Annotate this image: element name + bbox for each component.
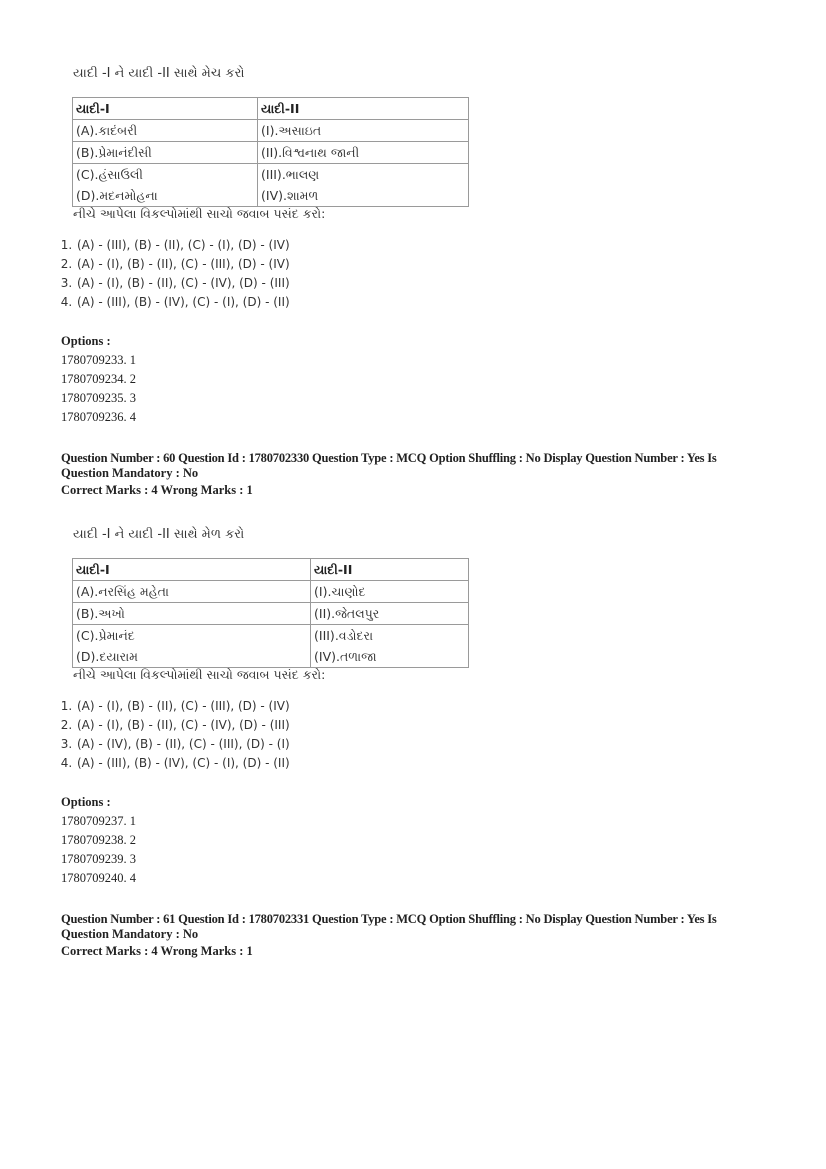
list-item: 3. (A) - (IV), (B) - (II), (C) - (III), (D) - (I)	[76, 735, 290, 754]
option-item: 1780709235. 3	[61, 391, 136, 405]
column-header: યાદી-II	[258, 98, 469, 120]
table-cell: (A).કાદંબરી	[73, 120, 258, 142]
table-cell: (D).મદનમોહના	[73, 185, 258, 207]
option-item: 1780709234. 2	[61, 372, 136, 386]
table-cell: (A).નરસિંહ મહેતા	[73, 581, 311, 603]
table-cell: (III).વડોદરા	[311, 625, 469, 647]
option-item: 1780709239. 3	[61, 852, 136, 866]
option-item: 1780709236. 4	[61, 410, 136, 424]
option-item: 1780709237. 1	[61, 814, 136, 828]
match-table	[72, 97, 469, 207]
list-item: 4. (A) - (III), (B) - (IV), (C) - (I), (D) - (II)	[76, 293, 290, 312]
table-cell: (I).ચાણોદ	[311, 581, 469, 603]
match-table	[72, 558, 469, 668]
marks-line: Correct Marks : 4 Wrong Marks : 1	[61, 944, 253, 958]
list-item: 2. (A) - (I), (B) - (II), (C) - (IV), (D) - (III)	[76, 716, 290, 735]
table-cell: (IV).તળાજા	[311, 646, 469, 668]
answer-choices	[60, 697, 290, 773]
list-item: 3. (A) - (I), (B) - (II), (C) - (IV), (D) - (III)	[76, 274, 290, 293]
question-meta-line: Question Mandatory : No	[61, 927, 199, 941]
table-cell: (D).દયારામ	[73, 646, 311, 668]
option-item: 1780709233. 1	[61, 353, 136, 367]
question-title: યાદી -I ને યાદી -II સાથે મેળ કરો	[73, 527, 245, 542]
option-item: 1780709238. 2	[61, 833, 136, 847]
question-meta	[61, 451, 761, 498]
column-header: યાદી-II	[311, 559, 469, 581]
table-cell: (B).પ્રેમાનંદીસી	[73, 142, 258, 164]
answer-choices	[60, 236, 290, 312]
table-cell: (II).જેતલપુર	[311, 603, 469, 625]
column-header: યાદી-I	[73, 559, 311, 581]
list-item: 1. (A) - (III), (B) - (II), (C) - (I), (D) - (IV)	[76, 236, 290, 255]
question-meta-line: Question Mandatory : No	[61, 466, 199, 480]
table-cell: (C).હંસાઉલી	[73, 164, 258, 186]
instruction-text: નીચે આપેલા વિકલ્પોમાંથી સાચો જવાબ પસંદ કરો:	[73, 206, 326, 221]
question-title: યાદી -I ને યાદી -II સાથે મેચ કરો	[73, 66, 245, 81]
table-cell: (C).પ્રેમાનંદ	[73, 625, 311, 647]
table-cell: (III).ભાલણ	[258, 164, 469, 186]
options-label: Options :	[61, 795, 111, 809]
question-meta-line: Question Number : 60 Question Id : 1780702330 Question Type : MCQ Option Shuffling : No Display Question Number : Yes Is	[61, 451, 717, 465]
table-cell: (II).વિશ્વનાથ જાની	[258, 142, 469, 164]
list-item: 2. (A) - (I), (B) - (II), (C) - (III), (D) - (IV)	[76, 255, 290, 274]
options-label: Options :	[61, 334, 111, 348]
list-item: 1. (A) - (I), (B) - (II), (C) - (III), (D) - (IV)	[76, 697, 290, 716]
list-item: 4. (A) - (III), (B) - (IV), (C) - (I), (D) - (II)	[76, 754, 290, 773]
question-meta-line: Question Number : 61 Question Id : 1780702331 Question Type : MCQ Option Shuffling : No Display Question Number : Yes Is	[61, 912, 717, 926]
column-header: યાદી-I	[73, 98, 258, 120]
option-item: 1780709240. 4	[61, 871, 136, 885]
question-meta	[61, 912, 761, 959]
table-cell: (B).અખો	[73, 603, 311, 625]
instruction-text: નીચે આપેલા વિકલ્પોમાંથી સાચો જવાબ પસંદ કરો:	[73, 667, 326, 682]
marks-line: Correct Marks : 4 Wrong Marks : 1	[61, 483, 253, 497]
table-cell: (IV).શામળ	[258, 185, 469, 207]
table-cell: (I).અસાઇત	[258, 120, 469, 142]
